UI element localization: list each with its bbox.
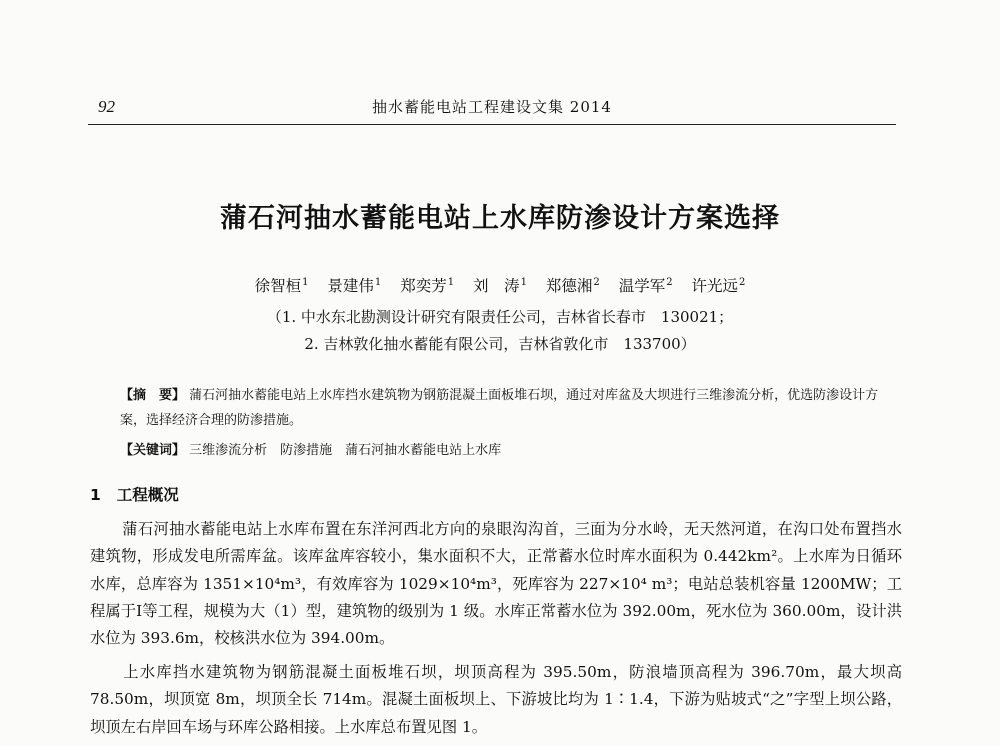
paragraph-text: 上水库挡水建筑物为钢筋混凝土面板堆石坝，坝顶高程为 395.50m，防浪墙顶高程为 396.70m，最大坝高 78.50m，坝顶宽 8m，坝顶全长 714m。混凝土面板坝上、下游坡比均为 1∶1.4，下游为贴坡式“之”字型上坝公路，坝顶左右岸回车场与环库公路相接。上水库总布置见图 1。 [90, 663, 902, 736]
author [619, 274, 673, 296]
author-name: 徐智桓 [254, 277, 302, 295]
author-affil-mark: 2 [593, 277, 600, 288]
author [327, 274, 381, 296]
author [473, 274, 527, 296]
author-affil-mark: 2 [739, 277, 746, 288]
abstract [120, 383, 890, 433]
author-affil-mark: 1 [520, 277, 527, 288]
author-affil-mark: 1 [374, 277, 382, 288]
author-affil-mark: 1 [302, 277, 309, 288]
affiliation-2: 2. 吉林敦化抽水蓄能有限公司，吉林省敦化市 133700） [304, 335, 696, 353]
author-name: 温学军 [618, 277, 666, 295]
section-number: 1 [90, 486, 101, 504]
section-heading [90, 483, 179, 505]
journal-title: 抽水蓄能电站工程建设文集 2014 [372, 98, 612, 116]
keywords-label: 【关键词】 [120, 443, 186, 458]
author [400, 274, 454, 296]
running-header [88, 93, 896, 121]
affiliation-1: （1. 中水东北勘测设计研究有限责任公司，吉林省长春市 130021； [266, 308, 734, 326]
section-title: 工程概况 [116, 486, 179, 504]
author-name: 景建伟 [327, 277, 374, 295]
author [255, 274, 309, 296]
author-name: 刘 涛 [473, 277, 520, 295]
abstract-label: 【摘 要】 [120, 388, 186, 403]
paper-title: 蒲石河抽水蓄能电站上水库防渗设计方案选择 [220, 203, 780, 234]
paragraph-text: 蒲石河抽水蓄能电站上水库布置在东洋河西北方向的泉眼沟沟首，三面为分水岭，无天然河道，在沟口处布置挡水建筑物，形成发电所需库盆。该库盆库容较小，集水面积不大，正常蓄水位时库水面积为 0.442km²。上水库为日循环水库，总库容为 1351×10⁴m³，有效库容为 1029×10⁴m³，死库容为 227×10⁴ m³；电站总装机容量 1200MW；工程属于Ⅰ等工程，规模为大（1）型，建筑物的级别为 1 级。水库正常蓄水位为 392.00m，死水位为 360.00m，设计洪水位为 393.6m，校核洪水位为 394.00m。 [90, 520, 902, 648]
abstract-text: 蒲石河抽水蓄能电站上水库挡水建筑物为钢筋混凝土面板堆石坝，通过对库盆及大坝进行三维渗流分析，优选防渗设计方案，选择经济合理的防渗措施。 [120, 388, 879, 428]
author [692, 274, 746, 296]
header-rule [88, 124, 896, 125]
author [546, 274, 600, 296]
author-affil-mark: 2 [666, 277, 673, 288]
keywords-text: 三维渗流分析 防渗措施 蒲石河抽水蓄能电站上水库 [189, 443, 502, 458]
body-paragraph [90, 516, 902, 652]
author-name: 郑德湘 [545, 277, 593, 295]
author-list [0, 274, 1000, 296]
body-paragraph [90, 659, 902, 741]
author-name: 许光远 [691, 277, 739, 295]
author-affil-mark: 1 [447, 277, 455, 288]
keywords [120, 438, 890, 463]
author-name: 郑奕芳 [400, 277, 447, 295]
page-number: 92 [98, 97, 115, 116]
